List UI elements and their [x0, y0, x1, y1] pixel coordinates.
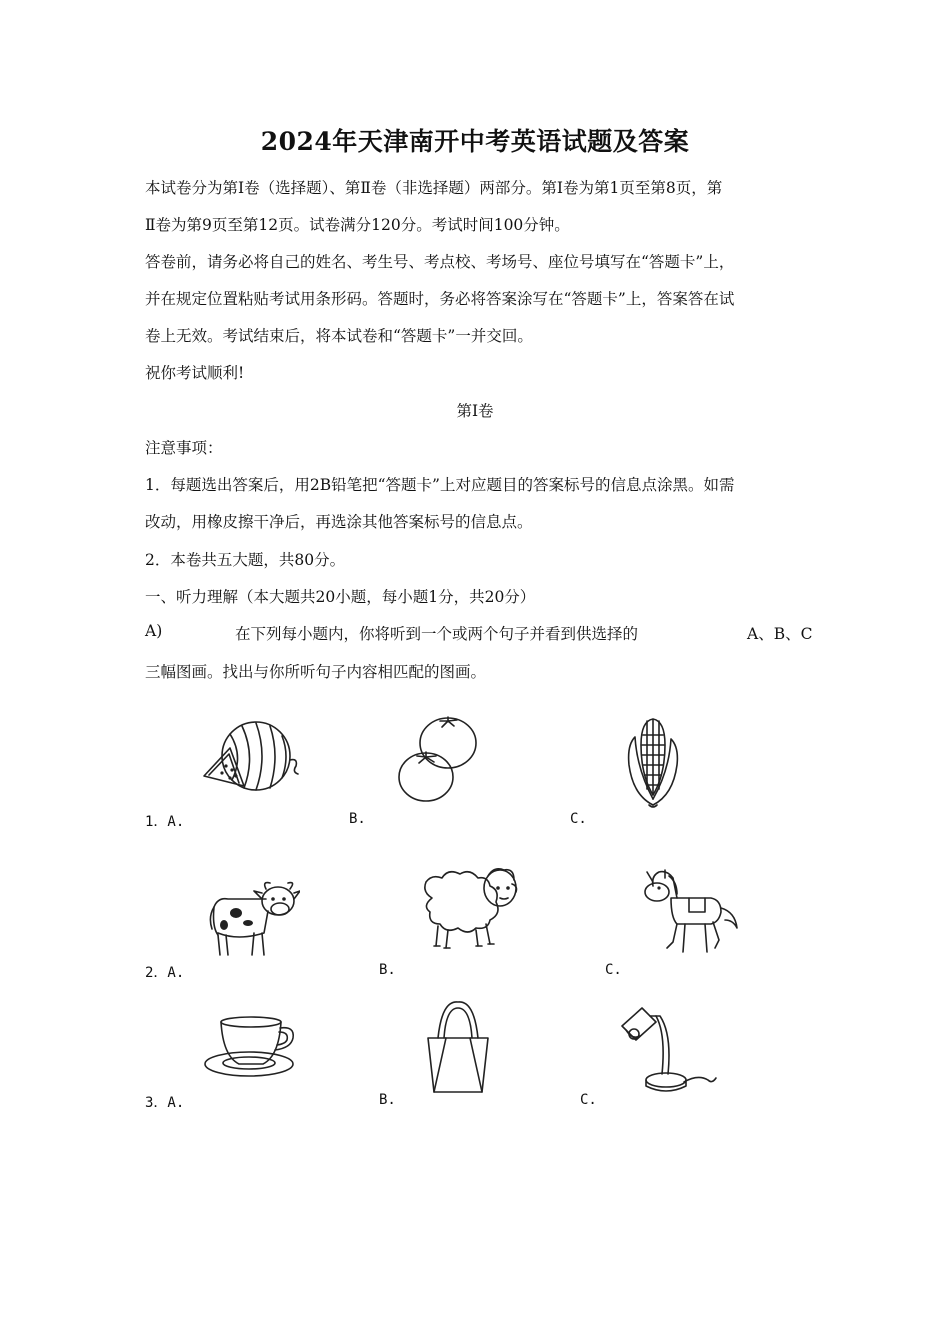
note-2: 2．本卷共五大题，共80分。 — [145, 551, 346, 569]
note-1-line-2: 改动，用橡皮擦干净后，再选涂其他答案标号的信息点。 — [145, 513, 533, 531]
q2-option-a: 2．A. — [145, 965, 185, 981]
part-1-sub-text: 在下列每小题内，你将听到一个或两个句子并看到供选择的 — [235, 625, 639, 643]
intro-line-6: 祝你考试顺利! — [145, 364, 245, 382]
section-heading: 第Ⅰ卷 — [456, 402, 494, 420]
q1-option-b: B. — [349, 811, 366, 827]
part-1-sub-line-2: 三幅图画。找出与你所听句子内容相匹配的图画。 — [145, 663, 487, 681]
intro-line-4: 并在规定位置粘贴考试用条形码。答题时，务必将答案涂写在“答题卡”上，答案答在试 — [145, 290, 735, 308]
q3-option-a: 3．A. — [145, 1095, 185, 1111]
part-1-heading: 一、听力理解（本大题共20小题，每小题1分，共20分） — [145, 588, 536, 606]
q2-option-c: C. — [605, 962, 622, 978]
intro-line-2: Ⅱ卷为第9页至第12页。试卷满分120分。考试时间100分钟。 — [145, 216, 570, 234]
intro-line-5: 卷上无效。考试结束后，将本试卷和“答题卡”一并交回。 — [145, 327, 533, 345]
watermelon-icon — [200, 718, 302, 800]
q3-option-b: B. — [379, 1092, 396, 1108]
bag-icon — [424, 998, 492, 1096]
q1-option-c: C. — [570, 811, 587, 827]
note-1-line-1: 1．每题选出答案后，用2B铅笔把“答题卡”上对应题目的答案标号的信息点涂黑。如需 — [145, 476, 735, 494]
q3-option-c: C. — [580, 1092, 597, 1108]
part-1-sub-label: A) — [145, 622, 163, 640]
notes-heading: 注意事项： — [145, 439, 223, 457]
q1-option-a: 1．A. — [145, 814, 185, 830]
cow-icon — [208, 877, 300, 959]
corn-icon — [623, 715, 683, 810]
intro-line-1: 本试卷分为第Ⅰ卷（选择题）、第Ⅱ卷（非选择题）两部分。第Ⅰ卷为第1页至第8页，第 — [145, 179, 723, 197]
part-1-sub-options: A、B、C — [747, 625, 813, 643]
lamp-icon — [618, 1004, 718, 1096]
tomato-icon — [396, 713, 484, 805]
horse-icon — [643, 868, 741, 958]
q2-option-b: B. — [379, 962, 396, 978]
sheep-icon — [418, 862, 520, 952]
cup-icon — [203, 1014, 301, 1082]
page-title: 2024年天津南开中考英语试题及答案 — [260, 127, 690, 156]
intro-line-3: 答卷前，请务必将自己的姓名、考生号、考点校、考场号、座位号填写在“答题卡”上， — [145, 253, 735, 271]
